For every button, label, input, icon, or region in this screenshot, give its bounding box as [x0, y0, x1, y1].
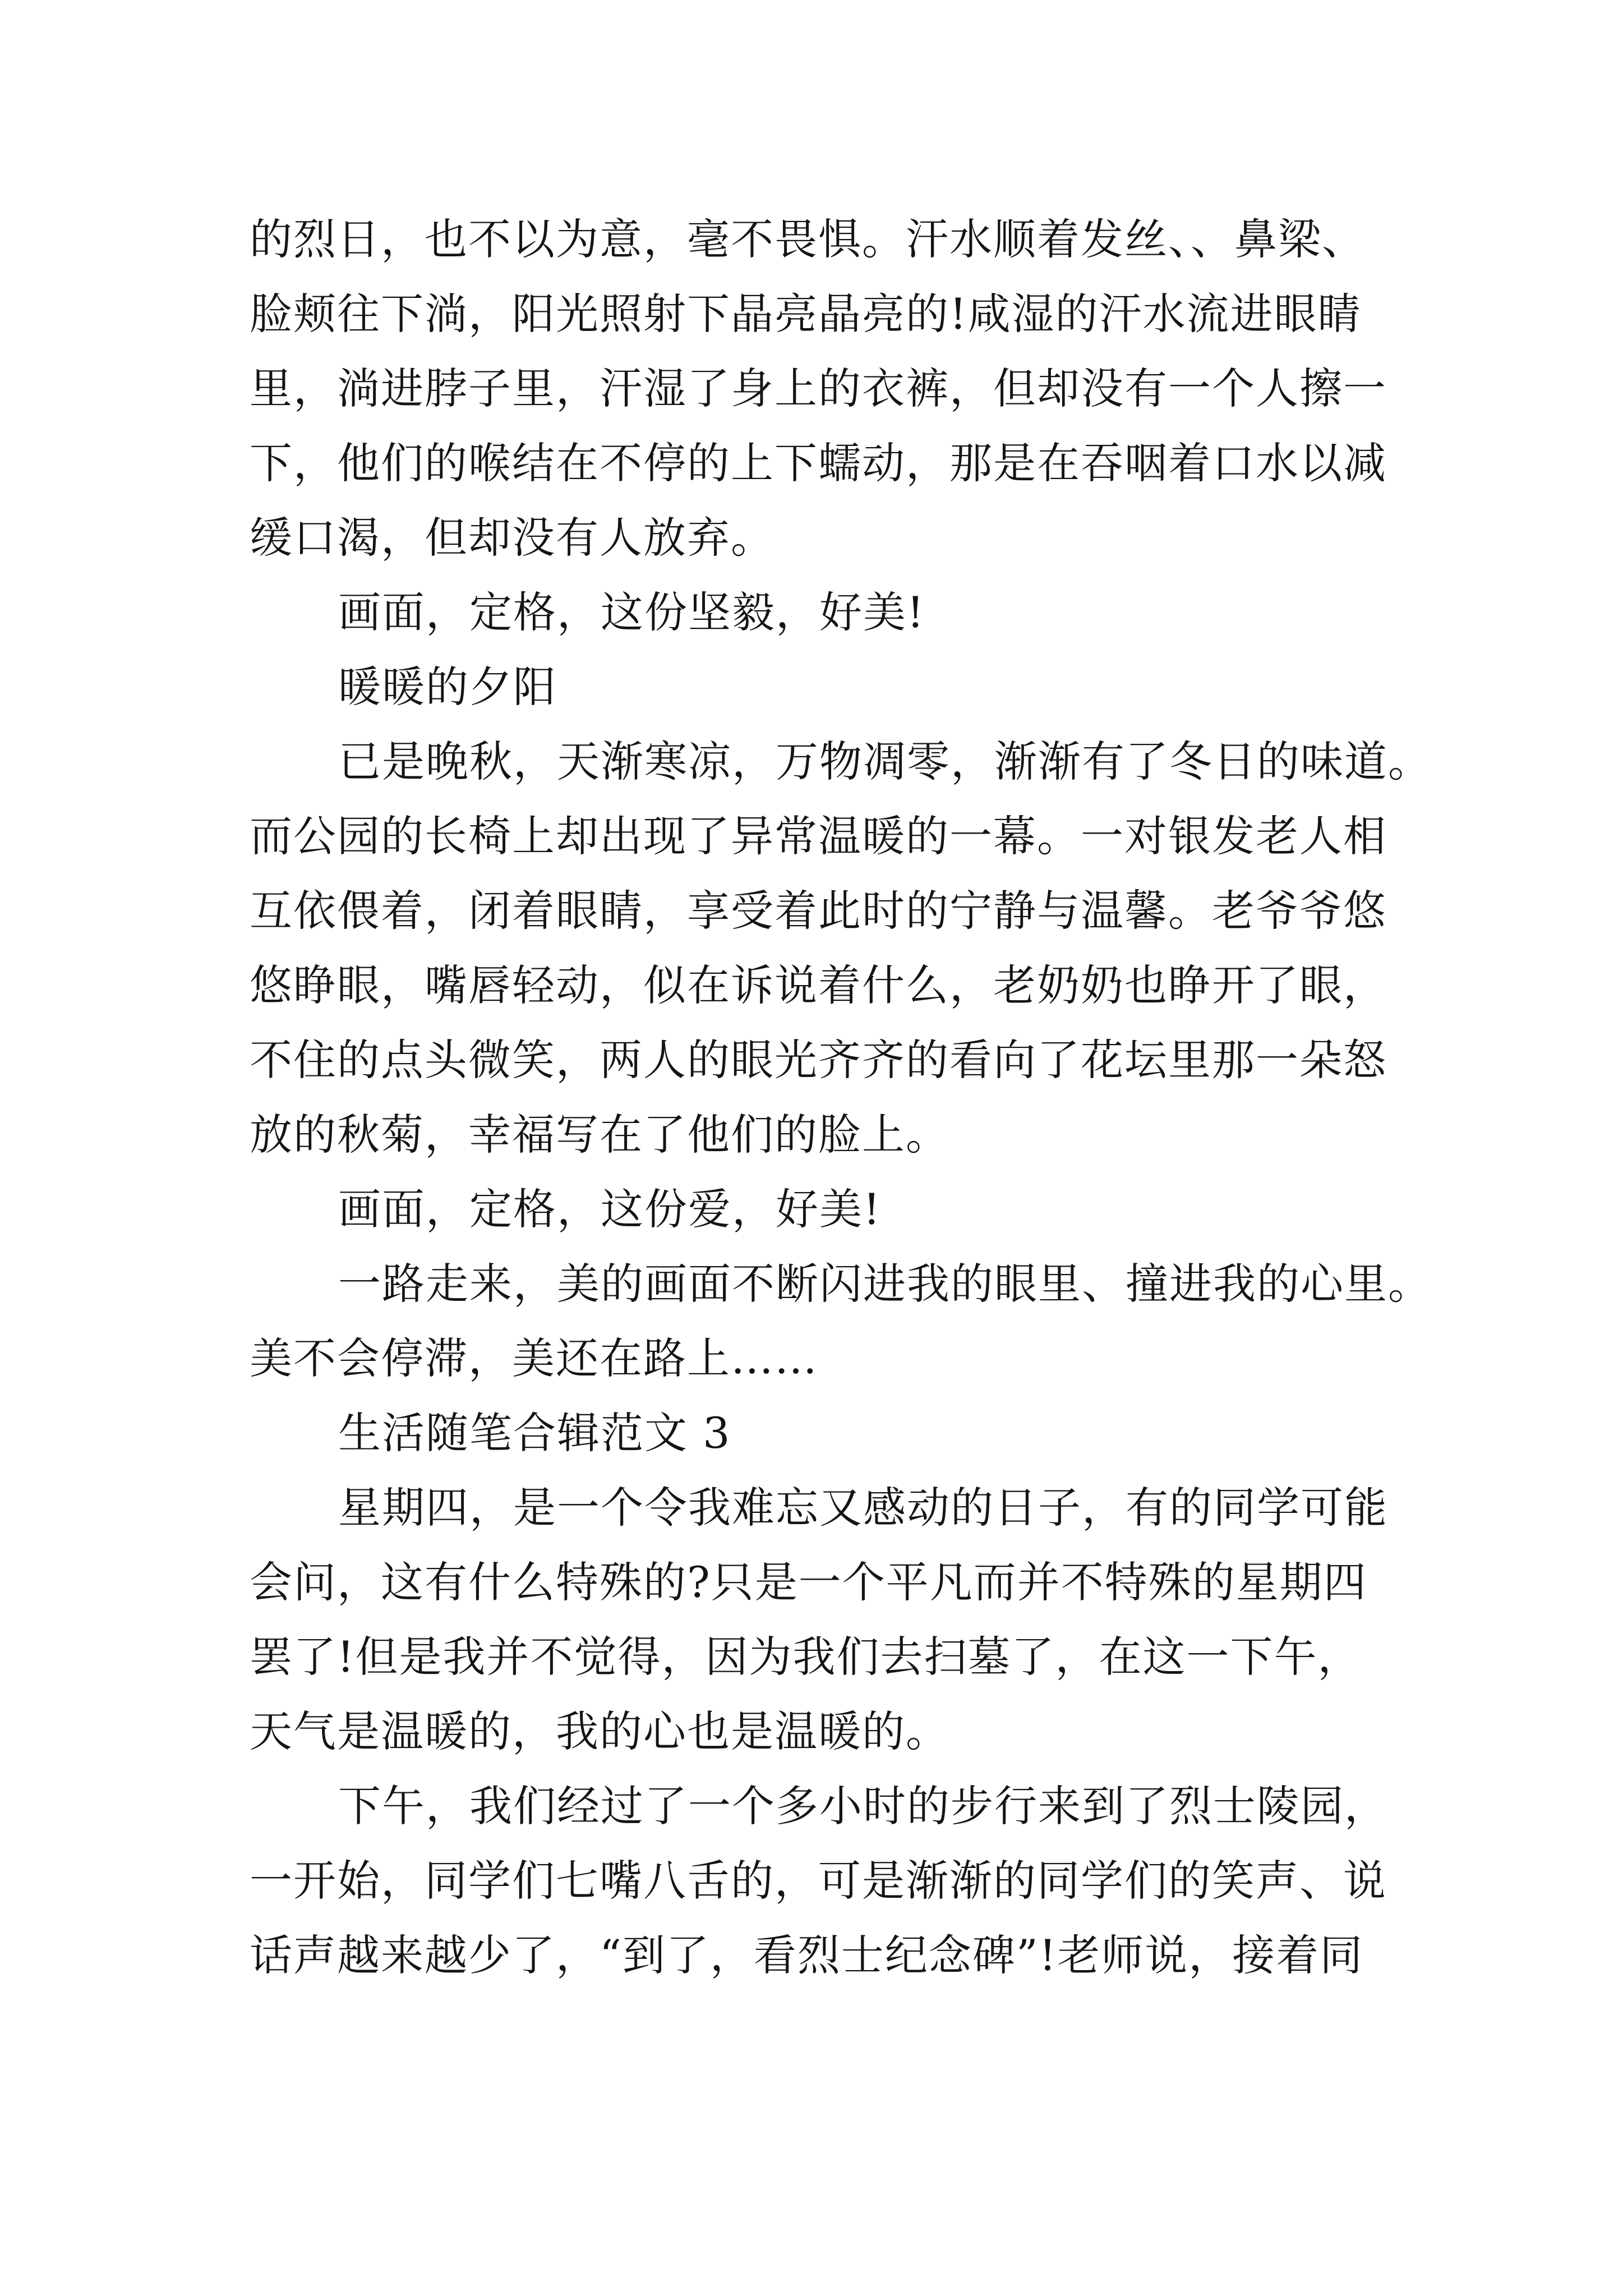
text-line: 天气是温暖的，我的心也是温暖的。 — [250, 1706, 949, 1756]
text-line: 的烈日，也不以为意，毫不畏惧。汗水顺着发丝、、鼻梁、 — [250, 214, 1366, 264]
text-line: 罢了!但是我并不觉得，因为我们去扫墓了，在这一下午， — [250, 1632, 1362, 1682]
text-line: 已是晚秋，天渐寒凉，万物凋零，渐渐有了冬日的味道。 — [338, 737, 1432, 786]
text-line: 里，淌进脖子里，汗湿了身上的衣裤，但却没有一个人擦一 — [250, 364, 1387, 413]
text-line: 画面，定格，这份爱，好美! — [338, 1184, 882, 1234]
text-line: 美不会停滞，美还在路上…… — [250, 1333, 818, 1383]
text-line: 话声越来越少了，“到了，看烈士纪念碑”!老师说，接着同 — [250, 1930, 1364, 1980]
text-line: 一开始，同学们七嘴八舌的，可是渐渐的同学们的笑声、说 — [250, 1856, 1387, 1906]
text-line: 缓口渴，但却没有人放弃。 — [250, 513, 774, 563]
document-body — [250, 202, 1432, 1993]
text-line: 生活随笔合辑范文 3 — [338, 1408, 731, 1458]
text-line: 星期四，是一个令我难忘又感动的日子，有的同学可能 — [338, 1483, 1388, 1533]
text-line: 悠睁眼，嘴唇轻动，似在诉说着什么，老奶奶也睁开了眼， — [250, 960, 1387, 1010]
text-line: 互依偎着，闭着眼睛，享受着此时的宁静与温馨。老爷爷悠 — [250, 886, 1387, 936]
text-line: 下午，我们经过了一个多小时的步行来到了烈士陵园， — [338, 1781, 1388, 1831]
text-line: 暖暖的夕阳 — [338, 662, 557, 712]
text-line: 脸颊往下淌，阳光照射下晶亮晶亮的!咸湿的汗水流进眼睛 — [250, 289, 1362, 339]
text-line: 会问，这有什么特殊的?只是一个平凡而并不特殊的星期四 — [250, 1557, 1367, 1607]
text-line: 放的秋菊，幸福写在了他们的脸上。 — [250, 1110, 949, 1159]
text-line: 一路走来，美的画面不断闪进我的眼里、撞进我的心里。 — [338, 1259, 1432, 1309]
text-line: 不住的点头微笑，两人的眼光齐齐的看向了花坛里那一朵怒 — [250, 1035, 1387, 1085]
text-line: 下，他们的喉结在不停的上下蠕动，那是在吞咽着口水以减 — [250, 438, 1387, 488]
text-line: 画面，定格，这份坚毅，好美! — [338, 587, 925, 637]
text-line: 而公园的长椅上却出现了异常温暖的一幕。一对银发老人相 — [250, 811, 1387, 861]
